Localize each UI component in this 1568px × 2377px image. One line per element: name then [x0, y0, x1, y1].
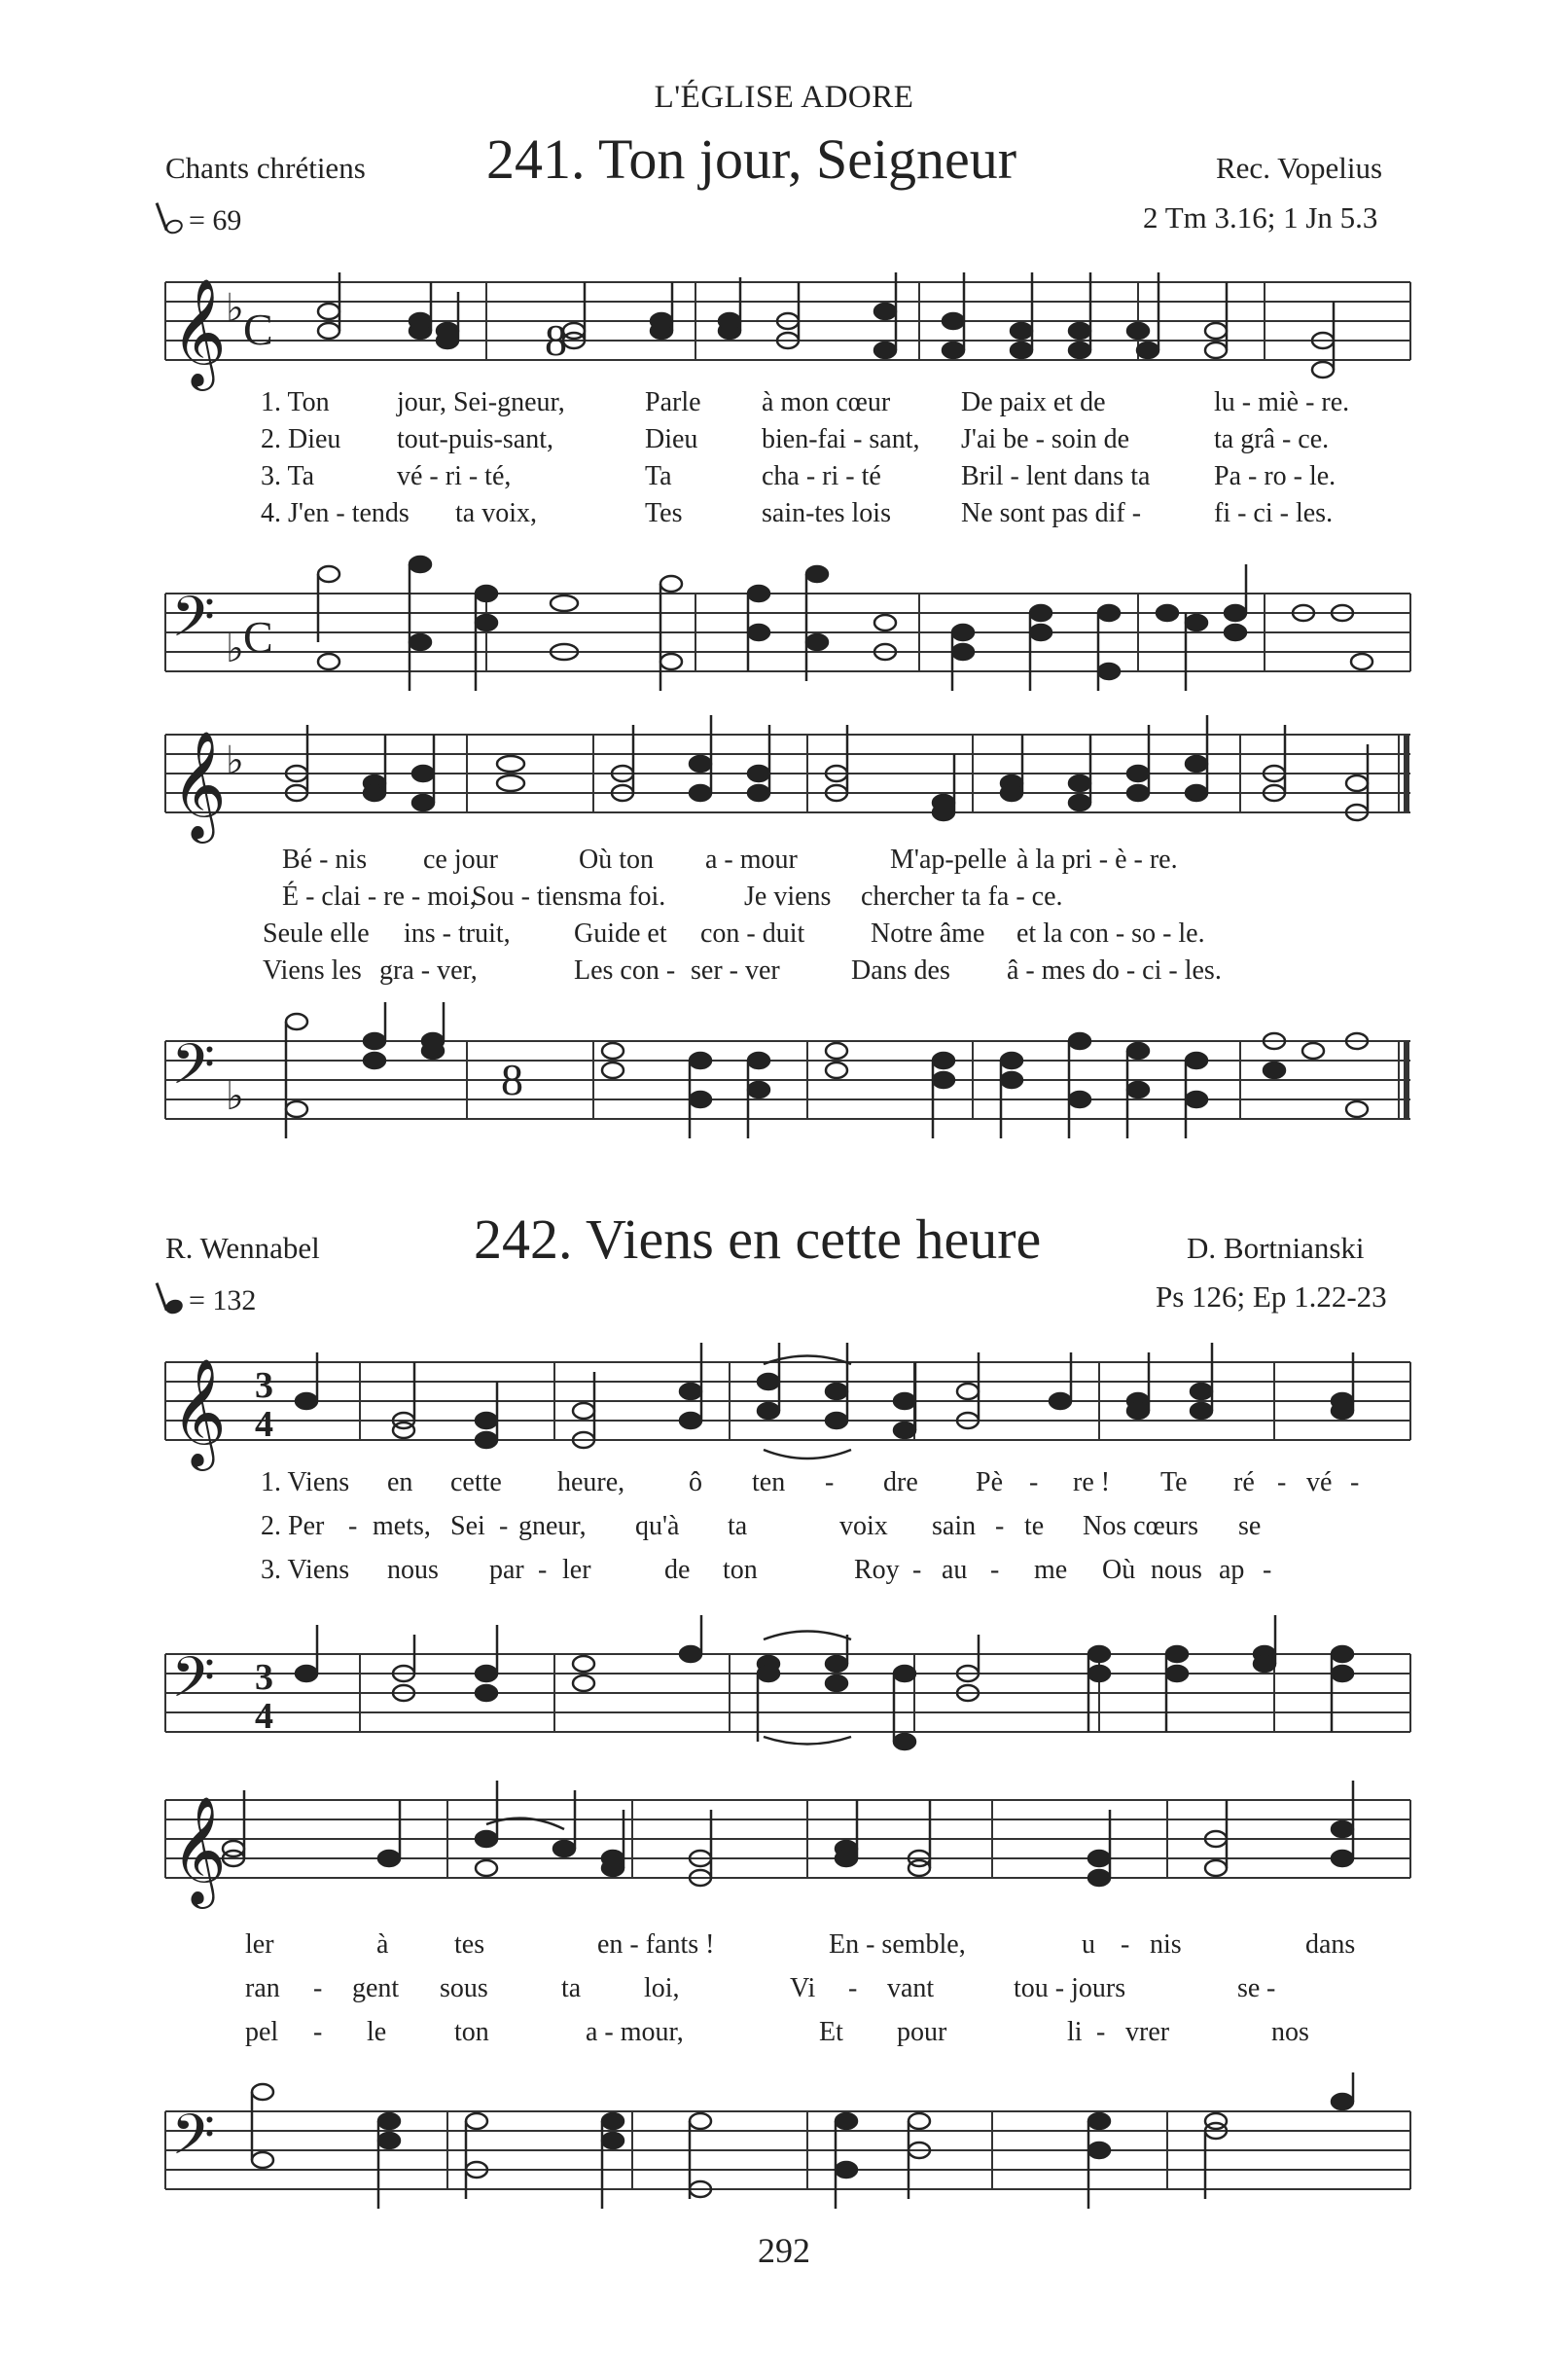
- lyric: se: [1237, 1973, 1261, 2003]
- flat-icon: ♭: [226, 738, 244, 783]
- lyric: -: [1350, 1467, 1360, 1497]
- lyric: Bé - nis: [282, 845, 368, 875]
- lyric: ta grâ - ce.: [1214, 424, 1330, 454]
- lyric: -: [538, 1555, 548, 1585]
- lyric: -: [825, 1467, 835, 1497]
- hymn-241-title: 241. Ton jour, Seigneur: [486, 127, 1017, 191]
- lyric: ten: [752, 1467, 786, 1497]
- bass-clef-icon: 𝄢: [171, 1031, 216, 1111]
- hymn-241-sys2-verse-4: [263, 955, 1222, 987]
- lyric: a - mour: [705, 845, 798, 875]
- time-signature-3-icon: 3: [255, 1365, 273, 1406]
- hymn-242-title: 242. Viens en cette heure: [474, 1207, 1042, 1271]
- flat-icon: ♭: [226, 627, 244, 671]
- time-signature-4-icon: 4: [255, 1696, 273, 1737]
- hymn-241-sys1-verse-4: [261, 498, 1333, 529]
- hymn-241-sys2-verse-3: [263, 918, 1205, 950]
- lyric: tou - jours: [1014, 1973, 1126, 2003]
- hymn-242-system-1-bass-staff: [165, 1615, 1410, 1751]
- lyric: Vi: [790, 1973, 816, 2003]
- lyric: 1. Viens: [261, 1467, 350, 1497]
- hymn-241-system-1-treble-staff: [165, 263, 1410, 389]
- lyric: -: [1266, 1973, 1276, 2003]
- treble-clef-icon: 𝄞: [171, 1795, 227, 1904]
- lyric: à mon cœur: [762, 387, 891, 417]
- hymn-241-sys1-verse-1: [261, 387, 1349, 418]
- lyric: Viens les: [263, 955, 362, 986]
- lyric: -: [990, 1555, 1000, 1585]
- bass-clef-icon: 𝄢: [171, 584, 216, 664]
- lyric: et la con - so - le.: [1016, 918, 1205, 949]
- flat-icon: ♭: [226, 286, 244, 331]
- lyric: 2. Dieu: [261, 424, 341, 454]
- lyric: Ta: [645, 461, 672, 491]
- lyric: -: [1096, 2017, 1106, 2047]
- page-number: 292: [758, 2231, 810, 2270]
- half-note-icon: [163, 217, 185, 235]
- lyric: ap: [1219, 1555, 1245, 1585]
- lyric: Parle: [645, 387, 701, 417]
- time-signature-3-icon: 3: [255, 1657, 273, 1698]
- lyric: J'ai be - soin de: [961, 424, 1130, 454]
- lyric: Où: [1102, 1555, 1136, 1585]
- lyric: Roy: [854, 1555, 900, 1585]
- hymn-242-sys1-verse-3: [261, 1555, 1271, 1586]
- lyric: mets,: [373, 1511, 431, 1541]
- hymn-242-text-credit: R. Wennabel: [165, 1231, 320, 1265]
- lyric: ler: [562, 1555, 591, 1585]
- lyric: ton: [454, 2017, 489, 2047]
- lyric: -: [1263, 1555, 1272, 1585]
- lyric: â - mes do - ci - les.: [1007, 955, 1222, 986]
- lyric: En - semble,: [829, 1929, 966, 1960]
- treble-clef-icon: 𝄞: [171, 277, 227, 386]
- lyric: pour: [897, 2017, 947, 2047]
- lyric: ran: [245, 1973, 280, 2003]
- lyric: Bril - lent dans ta: [961, 461, 1151, 491]
- time-signature-4-icon: 4: [255, 1404, 273, 1445]
- lyric: Sei: [450, 1511, 485, 1541]
- hymn-241-tempo: [165, 204, 241, 237]
- lyric: tes: [454, 1929, 485, 1960]
- lyric: qu'à: [635, 1511, 680, 1541]
- lyric: de: [664, 1555, 691, 1585]
- flat-icon: ♭: [226, 1074, 244, 1119]
- lyric: vé - ri - té,: [397, 461, 512, 491]
- lyric: tout-puis-sant,: [397, 424, 553, 454]
- lyric: Ne sont pas dif -: [961, 498, 1142, 528]
- hymn-241-sys1-verse-3: [261, 461, 1336, 492]
- lyric: -: [348, 1511, 358, 1541]
- hymn-242-system-1-treble-staff: [165, 1343, 1410, 1469]
- lyric: 3. Viens: [261, 1555, 350, 1585]
- lyric: chercher ta fa - ce.: [861, 882, 1063, 912]
- lyric: 2. Per: [261, 1511, 325, 1541]
- lyric: Je viens: [744, 882, 832, 912]
- hymn-242-music-credit: D. Bortnianski: [1187, 1231, 1365, 1265]
- lyric: nous: [1151, 1555, 1202, 1585]
- lyric: -: [848, 1973, 858, 2003]
- lyric: -: [995, 1511, 1005, 1541]
- lyric: au: [942, 1555, 968, 1585]
- treble-clef-icon: 𝄞: [171, 1357, 227, 1466]
- lyric: ô: [689, 1467, 702, 1497]
- lyric: Les con -: [574, 955, 676, 986]
- lyric: par: [489, 1555, 524, 1585]
- lyric: vrer: [1125, 2017, 1170, 2047]
- hymn-241-music-credit: Rec. Vopelius: [1216, 151, 1383, 185]
- lyric: Dieu: [645, 424, 698, 454]
- lyric: nis: [1150, 1929, 1182, 1960]
- lyric: pel: [245, 2017, 279, 2047]
- lyric: -: [1121, 1929, 1130, 1960]
- lyric: li: [1067, 2017, 1083, 2047]
- hymn-242-references: Ps 126; Ep 1.22-23: [1156, 1279, 1387, 1314]
- lyric: 3. Ta: [261, 461, 315, 491]
- lyric: dans: [1305, 1929, 1356, 1960]
- hymn-241-system-1-bass-staff: [165, 555, 1410, 691]
- lyric: en: [387, 1467, 413, 1497]
- lyric: -: [499, 1511, 509, 1541]
- hymn-241-sys2-verse-2: [282, 882, 1063, 913]
- lyric: ta: [561, 1973, 582, 2003]
- lyric: Pa - ro - le.: [1214, 461, 1336, 491]
- lyric: bien-fai - sant,: [762, 424, 920, 454]
- hymn-241-references: 2 Tm 3.16; 1 Jn 5.3: [1143, 200, 1378, 234]
- treble-clef-icon: 𝄞: [171, 730, 227, 839]
- hymn-242-system-2-bass-staff: [165, 2072, 1410, 2209]
- lyric: se: [1238, 1511, 1262, 1541]
- lyric: Te: [1160, 1467, 1188, 1497]
- hymn-242-tempo-value: = 132: [189, 1284, 257, 1316]
- lyric: Sou - tiens: [472, 882, 588, 912]
- lyric: lu - miè - re.: [1214, 387, 1350, 417]
- lyric: M'ap-pelle: [890, 845, 1008, 875]
- lyric: le: [367, 2017, 387, 2047]
- lyric: Seule elle: [263, 918, 370, 949]
- lyric: ins - truit,: [404, 918, 511, 949]
- lyric: nous: [387, 1555, 439, 1585]
- lyric: en - fants !: [597, 1929, 715, 1960]
- lyric: Dans des: [851, 955, 950, 986]
- lyric: te: [1024, 1511, 1045, 1541]
- lyric: re !: [1073, 1467, 1111, 1497]
- lyric: ton: [723, 1555, 758, 1585]
- hymn-242-sys2-verse-2: [245, 1973, 1275, 2004]
- lyric: sain-tes lois: [762, 498, 891, 528]
- lyric: sain: [932, 1511, 977, 1541]
- hymn-241-system-2-bass-staff: [165, 1002, 1410, 1138]
- lyric: Tes: [645, 498, 683, 528]
- lyric: me: [1034, 1555, 1068, 1585]
- lyric: jour, Sei-gneur,: [397, 387, 565, 417]
- bass-clef-icon: 𝄢: [171, 1644, 216, 1724]
- svg-text:8: 8: [501, 1055, 523, 1104]
- lyric: u: [1082, 1929, 1095, 1960]
- hymn-241-text-credit: Chants chrétiens: [165, 151, 366, 185]
- lyric: -: [313, 2017, 323, 2047]
- lyric: gneur,: [518, 1511, 587, 1541]
- lyric: heure,: [557, 1467, 625, 1497]
- section-header: L'ÉGLISE ADORE: [654, 80, 914, 115]
- lyric: gent: [352, 1973, 400, 2003]
- lyric: Notre âme: [871, 918, 985, 949]
- hymn-241-sys2-verse-1: [282, 845, 1178, 876]
- lyric: Et: [819, 2017, 843, 2047]
- lyric: gra - ver,: [379, 955, 478, 986]
- lyric: ta voix,: [455, 498, 537, 528]
- lyric: fi - ci - les.: [1214, 498, 1334, 528]
- lyric: ma foi.: [588, 882, 666, 912]
- lyric: à la pri - è - re.: [1016, 845, 1178, 875]
- lyric: con - duit: [700, 918, 805, 949]
- lyric: cha - ri - té: [762, 461, 881, 491]
- lyric: De paix et de: [961, 387, 1106, 417]
- hymn-241-tempo-value: = 69: [189, 204, 242, 236]
- lyric: voix: [839, 1511, 888, 1541]
- common-time-icon: C: [243, 612, 273, 662]
- hymn-242-sys2-verse-1: [245, 1929, 1355, 1961]
- hymn-242-sys1-verse-2: [261, 1511, 1261, 1542]
- common-time-icon: C: [243, 305, 273, 354]
- lyric: -: [912, 1555, 922, 1585]
- svg-text:8: 8: [545, 315, 567, 365]
- lyric: dre: [883, 1467, 918, 1497]
- lyric: ce jour: [423, 845, 498, 875]
- lyric: ta: [728, 1511, 748, 1541]
- hymn-242-tempo: [165, 1284, 256, 1317]
- lyric: a - mour,: [586, 2017, 684, 2047]
- lyric: cette: [450, 1467, 502, 1497]
- lyric: ré: [1233, 1467, 1255, 1497]
- hymn-242-sys2-verse-3: [245, 2017, 1309, 2048]
- hymn-242-system-2-treble-staff: [165, 1781, 1410, 1907]
- lyric: 1. Ton: [261, 387, 330, 417]
- lyric: ser - ver: [691, 955, 780, 986]
- hymn-241-system-2-treble-staff: [165, 715, 1410, 842]
- lyric: -: [1277, 1467, 1287, 1497]
- lyric: loi,: [644, 1973, 680, 2003]
- lyric: 4. J'en - tends: [261, 498, 410, 528]
- lyric: Guide et: [574, 918, 667, 949]
- bass-clef-icon: 𝄢: [171, 2102, 216, 2181]
- lyric: vé: [1306, 1467, 1333, 1497]
- hymn-242-sys1-verse-1: [261, 1467, 1359, 1498]
- lyric: vant: [887, 1973, 935, 2003]
- lyric: ler: [245, 1929, 274, 1960]
- lyric: nos: [1271, 2017, 1309, 2047]
- hymn-241-sys1-verse-2: [261, 424, 1329, 455]
- quarter-note-icon: [163, 1297, 185, 1315]
- lyric: É - clai - re - moi,: [282, 882, 477, 912]
- lyric: -: [1029, 1467, 1039, 1497]
- lyric: sous: [440, 1973, 488, 2003]
- lyric: Où ton: [579, 845, 654, 875]
- lyric: Pè: [976, 1467, 1003, 1497]
- lyric: Nos cœurs: [1083, 1511, 1198, 1541]
- lyric: à: [376, 1929, 389, 1960]
- lyric: -: [313, 1973, 323, 2003]
